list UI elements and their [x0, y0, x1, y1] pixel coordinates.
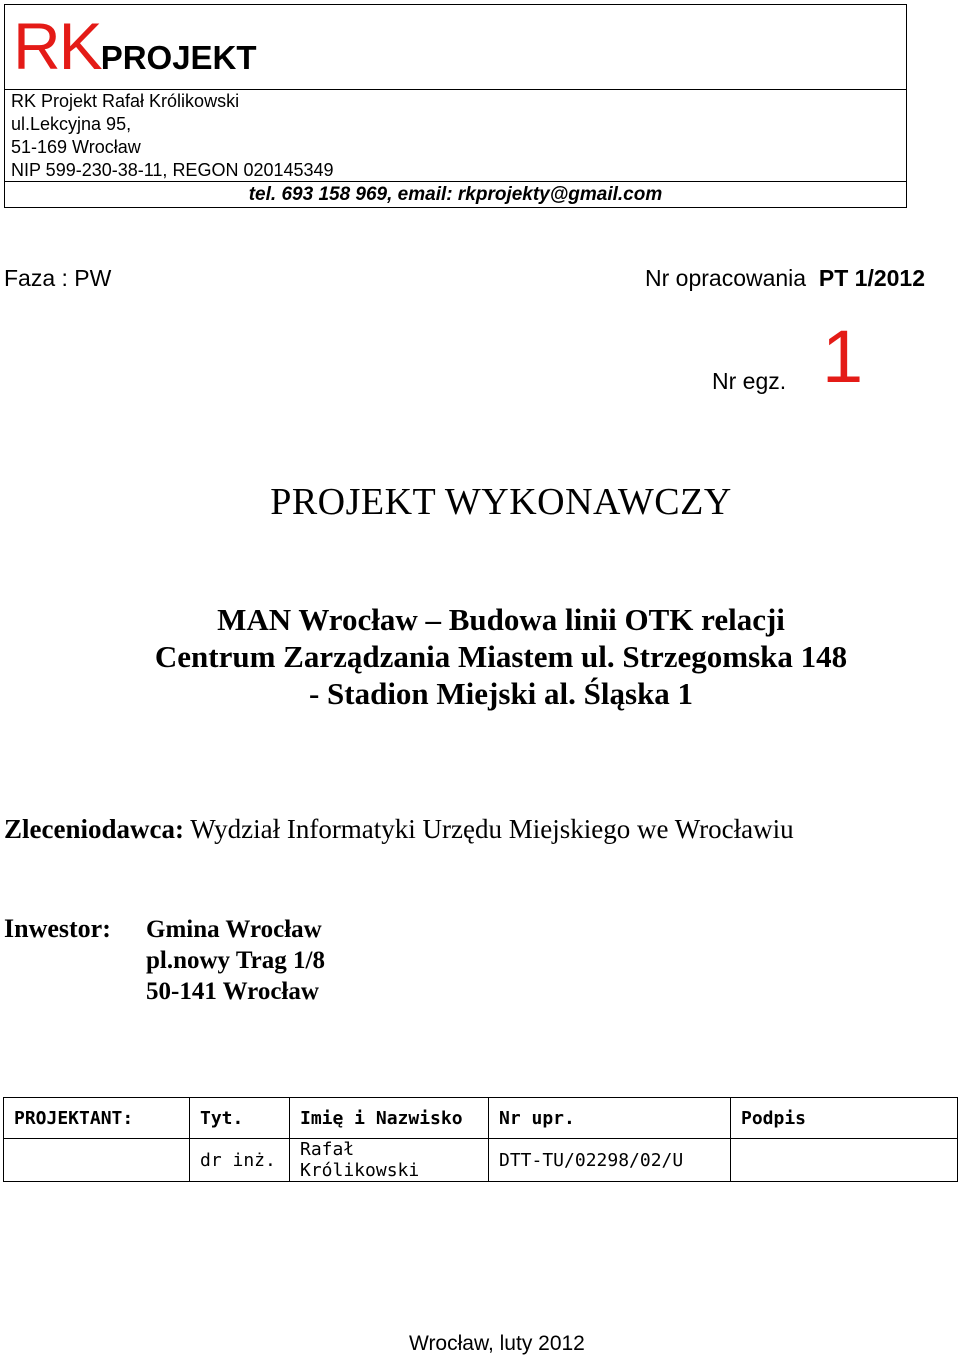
header-box [4, 4, 907, 208]
company-street: ul.Lekcyjna 95, [11, 114, 132, 134]
logo-rk: RK [13, 9, 101, 83]
table-header-cell: Podpis [731, 1098, 958, 1139]
document-number-value: PT 1/2012 [818, 265, 926, 291]
client-value: Wydział Informatyki Urzędu Miejskiego we Wrocławiu [190, 814, 794, 844]
company-ids: NIP 599-230-38-11, REGON 020145349 [11, 160, 334, 180]
document-number-label: Nr opracowania [645, 265, 807, 291]
place-date: Wrocław, luty 2012 [409, 1332, 585, 1355]
page-title: PROJEKT WYKONAWCZY [270, 481, 732, 523]
investor-line: 50-141 Wrocław [146, 978, 319, 1005]
investor-line: pl.nowy Trag 1/8 [146, 947, 325, 974]
logo-projekt: PROJEKT [100, 39, 257, 76]
company-name: RK Projekt Rafał Królikowski [11, 91, 240, 111]
copy-label: Nr egz. [712, 368, 787, 394]
table-row [4, 1139, 958, 1182]
investor-line: Gmina Wrocław [146, 916, 322, 943]
project-subtitle: MAN Wrocław – Budowa linii OTK relacji Centrum Zarządzania Miastem ul. Strzegomska 148 - Stadion Miejski al. Śląska 1 [154, 602, 848, 711]
designers-table [3, 1097, 958, 1181]
table-cell: DTT-TU/02298/02/U [489, 1139, 731, 1182]
table-header-cell: Tyt. [190, 1098, 290, 1139]
table-header-cell: PROJEKTANT: [4, 1098, 190, 1139]
signature-cell [731, 1139, 958, 1182]
client [4, 814, 794, 845]
table-cell: dr inż. [190, 1139, 290, 1182]
document-number [645, 265, 925, 292]
contact-row [5, 181, 906, 208]
client-label: Zleceniodawca: [4, 814, 184, 844]
investor-label: Inwestor: [4, 914, 111, 943]
copy-number: 1 [822, 315, 864, 398]
table-header-cell: Imię i Nazwisko [290, 1098, 489, 1139]
company-logo [13, 9, 257, 83]
project-phase: Faza : PW [4, 265, 112, 291]
company-city: 51-169 Wrocław [11, 137, 141, 157]
table-header-row [4, 1098, 958, 1139]
company-contact: tel. 693 158 969, email: rkprojekty@gmail.com [248, 184, 663, 205]
logo-row [5, 5, 906, 90]
table-cell: Rafał Królikowski [290, 1139, 489, 1182]
table-cell [4, 1139, 190, 1182]
table-header-cell: Nr upr. [489, 1098, 731, 1139]
